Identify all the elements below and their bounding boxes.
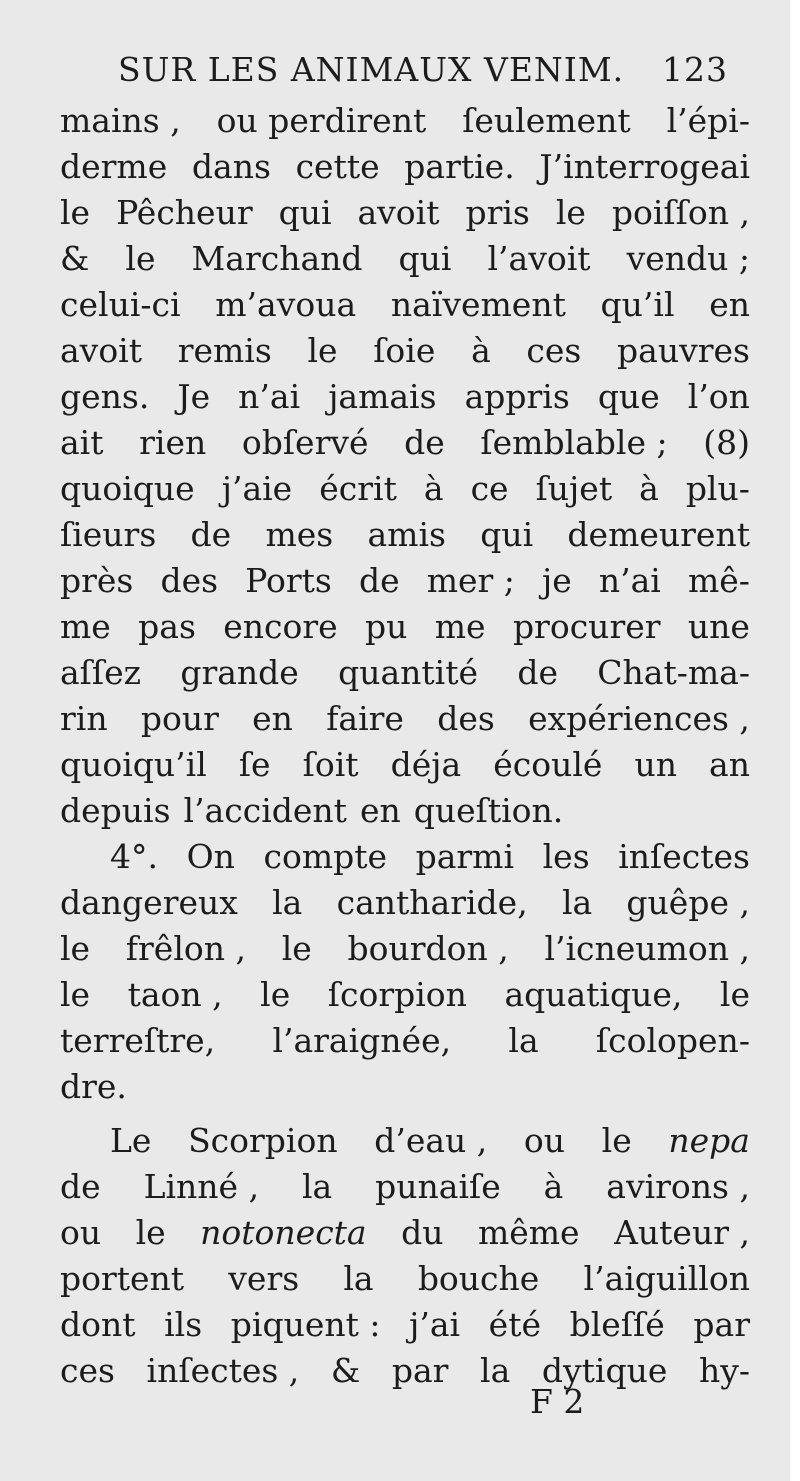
word: j’ai — [409, 1305, 461, 1344]
word: encore — [223, 607, 338, 646]
word: me — [434, 607, 486, 646]
word: J’interrogeai — [539, 147, 750, 186]
text-line — [60, 880, 750, 926]
word: en — [709, 285, 750, 324]
word: avoit — [357, 193, 440, 232]
word: Auteur , — [614, 1213, 750, 1252]
word: l’épi- — [666, 101, 750, 140]
word: grande — [180, 653, 299, 692]
word: ou — [60, 1213, 102, 1252]
word: (8) — [703, 423, 750, 462]
word: les — [542, 837, 590, 876]
word: n’ai — [238, 377, 301, 416]
word: Je — [177, 377, 211, 416]
word: ou — [523, 1121, 566, 1160]
body-text — [60, 98, 750, 1394]
word: Linné , — [143, 1167, 260, 1206]
word: le — [60, 929, 91, 968]
word: vendu ; — [626, 239, 750, 278]
word: ait — [60, 423, 104, 462]
word: portent — [60, 1259, 185, 1298]
word: la — [561, 883, 593, 922]
text-line — [60, 374, 750, 420]
text-line — [60, 650, 750, 696]
page-edge — [790, 0, 800, 1481]
word: de — [517, 653, 558, 692]
text-line — [60, 1348, 750, 1394]
word: une — [687, 607, 750, 646]
text-line — [60, 144, 750, 190]
word: notonecta — [200, 1213, 367, 1252]
text-line — [60, 190, 750, 236]
text-line — [60, 972, 750, 1018]
word: appris — [464, 377, 570, 416]
word: quoique — [60, 469, 195, 508]
word: le — [555, 193, 586, 232]
word: ſeulement — [462, 101, 631, 140]
word: à — [423, 469, 444, 508]
text-line — [60, 1302, 750, 1348]
text-line — [60, 788, 750, 834]
text-line — [60, 328, 750, 374]
word: an — [709, 745, 750, 784]
word: ſujet — [535, 469, 613, 508]
word: ou perdirent — [216, 101, 427, 140]
word: Marchand — [191, 239, 363, 278]
word: rien — [139, 423, 207, 462]
word: le — [125, 239, 156, 278]
word: bouche — [417, 1259, 540, 1298]
word: par — [693, 1305, 750, 1344]
word: la — [301, 1167, 333, 1206]
word: du — [401, 1213, 444, 1252]
word: qui — [480, 515, 534, 554]
text-line — [60, 466, 750, 512]
word: cantharide, — [336, 883, 528, 922]
word: aſſez — [60, 653, 142, 692]
word: parmi — [415, 837, 515, 876]
word: l’on — [687, 377, 750, 416]
word: inſectes — [618, 837, 750, 876]
word: écrit — [319, 469, 397, 508]
word: & — [330, 1351, 361, 1390]
word: l’aiguillon — [583, 1259, 750, 1298]
word: à — [543, 1167, 564, 1206]
text-line — [60, 834, 750, 880]
word: écoulé — [493, 745, 603, 784]
word: ſieurs — [60, 515, 157, 554]
word: de — [190, 515, 232, 554]
word: bourdon , — [347, 929, 509, 968]
text-line — [60, 282, 750, 328]
word: la — [272, 883, 303, 922]
text-line — [60, 742, 750, 788]
word: le — [719, 975, 750, 1014]
word: ces — [526, 331, 582, 370]
word: On — [186, 837, 235, 876]
word: le — [601, 1121, 632, 1160]
word: la — [480, 1351, 511, 1390]
text-line — [60, 696, 750, 742]
word: depuis — [60, 791, 171, 830]
word: n’ai — [598, 561, 661, 600]
word: jamais — [328, 377, 437, 416]
word: qui — [398, 239, 452, 278]
word: ces — [60, 1351, 115, 1390]
word: dont — [60, 1305, 136, 1344]
signature-mark: F 2 — [530, 1382, 585, 1421]
word: ſcorpion — [327, 975, 467, 1014]
word: queſtion. — [413, 791, 564, 830]
word: ſoie — [373, 331, 436, 370]
word: près — [60, 561, 134, 600]
word: rin — [60, 699, 108, 738]
word: inſectes , — [146, 1351, 300, 1390]
word: l’avoit — [487, 239, 591, 278]
word: qui — [278, 193, 332, 232]
word: demeurent — [567, 515, 750, 554]
word: hy- — [698, 1351, 750, 1390]
word: ſoit — [302, 745, 359, 784]
word: ils — [164, 1305, 203, 1344]
word: dans — [191, 147, 271, 186]
word: à — [471, 331, 491, 370]
word: ſcolopen- — [595, 1021, 750, 1060]
word: l’araignée, — [272, 1021, 452, 1060]
word: mer ; — [426, 561, 515, 600]
word: ſe — [238, 745, 271, 784]
word: vers — [228, 1259, 300, 1298]
word: été — [488, 1305, 541, 1344]
running-head — [118, 50, 728, 98]
word: bleſſé — [569, 1305, 665, 1344]
word: des — [160, 561, 219, 600]
word: derme — [60, 147, 168, 186]
word: aquatique, — [504, 975, 683, 1014]
word: je — [542, 561, 572, 600]
word: Chat-ma- — [597, 653, 750, 692]
word: pauvres — [617, 331, 750, 370]
word: le — [60, 975, 91, 1014]
word: pour — [140, 699, 219, 738]
word: plu- — [685, 469, 750, 508]
word: avoit — [60, 331, 143, 370]
word: qu’il — [600, 285, 675, 324]
word: l’accident — [183, 791, 347, 830]
word: gens. — [60, 377, 150, 416]
text-line — [60, 1064, 750, 1110]
word: punaiſe — [375, 1167, 501, 1206]
word: le — [307, 331, 338, 370]
word: j’aie — [221, 469, 293, 508]
word: pas — [138, 607, 196, 646]
word: Scorpion — [188, 1121, 338, 1160]
word: ſemblable ; — [480, 423, 668, 462]
word: pu — [365, 607, 408, 646]
word: faire — [326, 699, 404, 738]
word: & — [60, 239, 90, 278]
word: mains , — [60, 101, 181, 140]
word: terreſtre, — [60, 1021, 216, 1060]
page-number: 123 — [662, 50, 728, 89]
word: avirons , — [606, 1167, 750, 1206]
word: le — [60, 193, 91, 232]
word: piquent : — [230, 1305, 381, 1344]
word: celui-ci — [60, 285, 181, 324]
word: guêpe , — [626, 883, 750, 922]
word: 4°. — [110, 837, 158, 876]
word: frêlon , — [125, 929, 246, 968]
text-line — [60, 1256, 750, 1302]
text-line — [60, 558, 750, 604]
word: taon , — [127, 975, 223, 1014]
word: un — [634, 745, 677, 784]
text-line — [60, 98, 750, 144]
word: Pêcheur — [116, 193, 253, 232]
word: mes — [265, 515, 334, 554]
text-line — [60, 236, 750, 282]
word: Le — [110, 1121, 152, 1160]
word: partie. — [404, 147, 515, 186]
word: déja — [390, 745, 462, 784]
word: en — [359, 791, 401, 830]
word: le — [281, 929, 312, 968]
text-line — [60, 420, 750, 466]
word: la — [343, 1259, 374, 1298]
word: d’eau , — [374, 1121, 488, 1160]
word: que — [597, 377, 660, 416]
word: me — [60, 607, 111, 646]
word: quantité — [338, 653, 479, 692]
word: Ports — [245, 561, 332, 600]
word: cette — [295, 147, 380, 186]
word: naïvement — [390, 285, 566, 324]
word: à — [639, 469, 659, 508]
running-title: SUR LES ANIMAUX VENIM. — [118, 50, 625, 89]
word: dre. — [60, 1067, 127, 1106]
word: des — [437, 699, 495, 738]
word: nepa — [668, 1121, 750, 1160]
text-line — [60, 1018, 750, 1064]
word: mê- — [687, 561, 750, 600]
word: expériences , — [528, 699, 750, 738]
word: pris — [465, 193, 530, 232]
word: l’icneumon , — [544, 929, 750, 968]
word: remis — [177, 331, 272, 370]
word: procurer — [512, 607, 661, 646]
word: obſervé — [241, 423, 369, 462]
word: en — [252, 699, 293, 738]
word: le — [135, 1213, 166, 1252]
word: quoiqu’il — [60, 745, 207, 784]
word: m’avoua — [215, 285, 357, 324]
text-line — [60, 604, 750, 650]
word: même — [477, 1213, 580, 1252]
word: par — [391, 1351, 449, 1390]
text-line — [60, 512, 750, 558]
word: de — [358, 561, 400, 600]
word: de — [60, 1167, 101, 1206]
word: dangereux — [60, 883, 238, 922]
word: compte — [263, 837, 388, 876]
text-line — [60, 1210, 750, 1256]
word: dytique — [541, 1351, 668, 1390]
text-line — [60, 926, 750, 972]
text-line — [60, 1118, 750, 1164]
word: la — [508, 1021, 539, 1060]
text-line — [60, 1164, 750, 1210]
word: poiſſon , — [611, 193, 750, 232]
word: ce — [470, 469, 509, 508]
word: le — [260, 975, 291, 1014]
word: de — [404, 423, 445, 462]
word: amis — [367, 515, 446, 554]
